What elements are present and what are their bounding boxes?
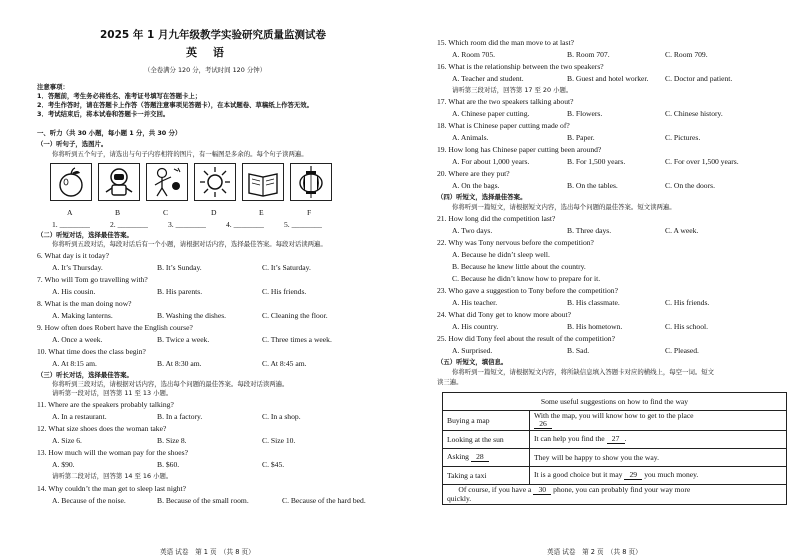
table-cell: Of course, if you have a 30 phone, you can probably find your way more quickly.: [443, 485, 787, 505]
note-item: 2．考生作答时，请在答题卡上作答（答题注意事项见答题卡），在本试题卷、草稿纸上作答无效。: [37, 101, 314, 109]
option: C. Pleased.: [665, 346, 699, 355]
option: B. In a factory.: [157, 412, 203, 421]
apple-picture: [50, 163, 92, 201]
option: A. For about 1,000 years.: [452, 157, 530, 166]
option: B. Room 707.: [567, 50, 610, 59]
table-cell: Looking at the sun: [443, 431, 530, 449]
option: B. Paper.: [567, 133, 595, 142]
option: C. It’s Saturday.: [262, 263, 311, 272]
option: A. At 8:15 am.: [52, 359, 97, 368]
question: 16. What is the relationship between the two speakers?: [437, 62, 604, 71]
section-instructions: 你将听到一篇短文，请根据短文内容，选出每个问题的最佳答案。短文读两遍。: [452, 203, 676, 211]
option: B. Three days.: [567, 226, 612, 235]
option: B. Because of the small room.: [157, 496, 249, 505]
answer-blank: 5. ________: [284, 220, 322, 229]
question: 17. What are the two speakers talking about?: [437, 97, 574, 106]
book-picture: [242, 163, 284, 201]
question: 25. How did Tony feel about the result of the competition?: [437, 334, 615, 343]
question: 11. Where are the speakers probably talking?: [37, 400, 174, 409]
option: B. Size 8.: [157, 436, 187, 445]
table-cell: It can help you find the 27 .: [530, 431, 787, 449]
option: A. Surprised.: [452, 346, 493, 355]
blank-26[interactable]: 26: [534, 420, 552, 429]
subject-title: 英 语: [186, 46, 230, 59]
question: 9. How often does Robert have the English course?: [37, 323, 193, 332]
option: A. Room 705.: [452, 50, 496, 59]
table-row: [443, 411, 787, 431]
section-instructions: 你将听到五段对话，每段对话后有一个小题，请根据对话内容，选择最佳答案。每段对话读两遍。: [52, 240, 327, 248]
blank-30[interactable]: 30: [533, 486, 551, 495]
section-instructions: 读三遍。: [437, 378, 463, 386]
question: 6. What day is it today?: [37, 251, 109, 260]
page-footer: 英语 试卷 第 2 页 （共 8 页）: [547, 548, 642, 556]
suggestions-table: [442, 392, 787, 505]
page-footer: 英语 试卷 第 1 页 （共 8 页）: [160, 548, 255, 556]
score-note: （全卷满分 120 分，考试时间 120 分钟）: [144, 66, 266, 74]
table-header: Some useful suggestions on how to find the way: [443, 393, 787, 411]
picture-label: C: [163, 208, 169, 217]
answer-blank: 4. ________: [226, 220, 264, 229]
section-heading: （五）听短文，填信息。: [437, 358, 508, 366]
option: C. Because he didn’t know how to prepare for it.: [452, 274, 601, 283]
option: C. Size 10.: [262, 436, 296, 445]
option: C. In a shop.: [262, 412, 301, 421]
option: C. Because of the hard bed.: [282, 496, 366, 505]
option: A. Two days.: [452, 226, 493, 235]
option: C. His friends.: [262, 287, 307, 296]
question: 10. What time does the class begin?: [37, 347, 146, 356]
answer-blank: 1. ________: [52, 220, 90, 229]
option: C. Room 709.: [665, 50, 708, 59]
section-heading: （二）听短对话，选择最佳答案。: [37, 231, 133, 239]
question: 14. Why couldn’t the man get to sleep last night?: [37, 484, 187, 493]
question: 12. What size shoes does the woman take?: [37, 424, 167, 433]
question: 18. What is Chinese paper cutting made of?: [437, 121, 570, 130]
question: 22. Why was Tony nervous before the competition?: [437, 238, 594, 247]
option: B. For 1,500 years.: [567, 157, 626, 166]
table-cell: With the map, you will know how to get to the place 26: [530, 411, 787, 431]
option: C. $45.: [262, 460, 285, 469]
option: C. Chinese history.: [665, 109, 723, 118]
section-hint: 请听第三段对话，回答第 17 至 20 小题。: [452, 86, 573, 94]
answer-blank: 2. ________: [110, 220, 148, 229]
option: A. Because of the noise.: [52, 496, 126, 505]
question: 7. Who will Tom go travelling with?: [37, 275, 148, 284]
option: A. It’s Thursday.: [52, 263, 103, 272]
table-row: [443, 485, 787, 505]
table-row: [443, 431, 787, 449]
option: A. Animals.: [452, 133, 489, 142]
picture-label: B: [115, 208, 121, 217]
picture-label: D: [211, 208, 217, 217]
option: A. Once a week.: [52, 335, 103, 344]
section-heading: （一）听句子，选图片。: [37, 140, 108, 148]
note-item: 1．答题前，考生务必将姓名、准考证号填写在答题卡上；: [37, 92, 202, 100]
option: C. Doctor and patient.: [665, 74, 733, 83]
table-row: [443, 449, 787, 467]
section-instructions: 你将听到一篇短文，请根据短文内容，将所缺信息填入答题卡对应的横线上，每空一词。短文: [452, 368, 715, 376]
part-heading: 一、听力（共 30 小题，每小题 1 分，共 30 分）: [37, 129, 182, 137]
option: A. Because he didn’t sleep well.: [452, 250, 550, 259]
option: A. Making lanterns.: [52, 311, 113, 320]
option: B. His parents.: [157, 287, 203, 296]
table-cell: Asking 28: [443, 449, 530, 467]
option: B. It’s Sunday.: [157, 263, 202, 272]
option: A. On the bags.: [452, 181, 500, 190]
option: A. Size 6.: [52, 436, 82, 445]
option: B. Because he knew little about the country.: [452, 262, 586, 271]
table-cell: Buying a map: [443, 411, 530, 431]
picture-label: A: [67, 208, 73, 217]
option: C. Cleaning the floor.: [262, 311, 328, 320]
option: C. For over 1,500 years.: [665, 157, 739, 166]
exam-title: 2025 年 1 月九年级教学实验研究质量监测试卷: [100, 29, 326, 41]
option: A. Chinese paper cutting.: [452, 109, 530, 118]
lantern-picture: [290, 163, 332, 201]
option: C. Three times a week.: [262, 335, 332, 344]
question: 20. Where are they put?: [437, 169, 510, 178]
option: B. $60.: [157, 460, 180, 469]
picture-label: F: [307, 208, 312, 217]
option: C. On the doors.: [665, 181, 715, 190]
table-row: [443, 467, 787, 485]
astronaut-picture: [98, 163, 140, 201]
option: B. His hometown.: [567, 322, 623, 331]
question: 15. Which room did the man move to at last?: [437, 38, 574, 47]
section-hint: 请听第二段对话，回答第 14 至 16 小题。: [52, 472, 173, 480]
option: B. Twice a week.: [157, 335, 210, 344]
option: B. Sad.: [567, 346, 590, 355]
picture-label: E: [259, 208, 264, 217]
table-cell: They will be happy to show you the way.: [530, 449, 787, 467]
option: B. Washing the dishes.: [157, 311, 227, 320]
question: 8. What is the man doing now?: [37, 299, 132, 308]
option: C. Pictures.: [665, 133, 701, 142]
boy-playing-picture: [146, 163, 188, 201]
notes-heading: 注意事项：: [37, 83, 69, 91]
question: 24. What did Tony get to know more about?: [437, 310, 571, 319]
section-heading: （四）听短文，选择最佳答案。: [437, 193, 527, 201]
blank-27[interactable]: 27: [607, 435, 625, 444]
section-instructions: 你将听到五个句子，请选出与句子内容相符的图片，有一幅图是多余的。每个句子读两遍。: [52, 150, 308, 158]
section-instructions: 你将听到三段对话，请根据对话内容，选出每个问题的最佳答案。每段对话读两遍。: [52, 380, 289, 388]
question: 13. How much will the woman pay for the shoes?: [37, 448, 188, 457]
option: B. His classmate.: [567, 298, 620, 307]
option: B. On the tables.: [567, 181, 618, 190]
option: B. Guest and hotel worker.: [567, 74, 649, 83]
option: A. His country.: [452, 322, 499, 331]
option: C. A week.: [665, 226, 699, 235]
option: A. His cousin.: [52, 287, 96, 296]
table-cell: It is a good choice but it may 29 you much money.: [530, 467, 787, 485]
option: A. Teacher and student.: [452, 74, 524, 83]
option: B. At 8:30 am.: [157, 359, 202, 368]
table-cell: Taking a taxi: [443, 467, 530, 485]
sun-picture: [194, 163, 236, 201]
question: 19. How long has Chinese paper cutting been around?: [437, 145, 602, 154]
blank-29[interactable]: 29: [624, 471, 642, 480]
question: 21. How long did the competition last?: [437, 214, 556, 223]
option: C. His school.: [665, 322, 709, 331]
option: A. His teacher.: [452, 298, 498, 307]
answer-blank: 3. ________: [168, 220, 206, 229]
option: C. His friends.: [665, 298, 710, 307]
exam-page-2: [397, 0, 794, 560]
option: A. In a restaurant.: [52, 412, 107, 421]
option: C. At 8:45 am.: [262, 359, 307, 368]
section-heading: （三）听长对话，选择最佳答案。: [37, 371, 133, 379]
section-hint: 请听第一段对话，回答第 11 至 13 小题。: [52, 389, 173, 397]
note-item: 3．考试结束后，将本试卷和答题卡一并交回。: [37, 110, 170, 118]
option: A. $90.: [52, 460, 75, 469]
blank-28[interactable]: 28: [471, 453, 489, 462]
question: 23. Who gave a suggestion to Tony before the competition?: [437, 286, 618, 295]
option: B. Flowers.: [567, 109, 603, 118]
